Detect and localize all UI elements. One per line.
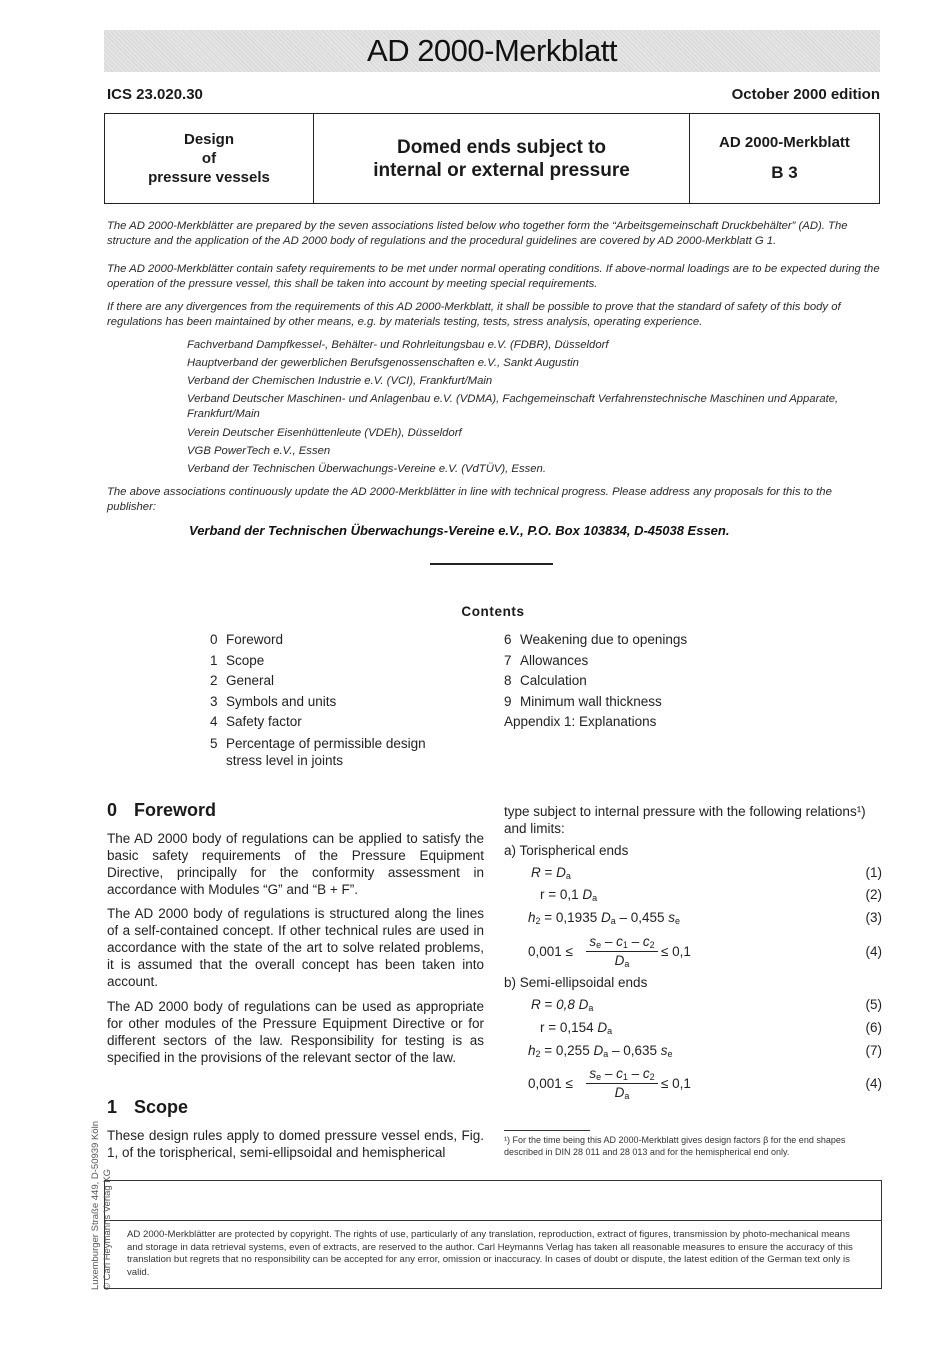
equation-row — [504, 934, 882, 970]
equation: R = 0,8 $D_a$ — [531, 997, 594, 1013]
copyright-box — [104, 1180, 882, 1289]
toc-item[interactable]: 0 Foreword — [210, 632, 284, 647]
equation-row — [504, 1020, 882, 1040]
intro-paragraph: The AD 2000-Merkblätter contain safety requirements to be met under normal operating conditions. If above-normal loadings are to be expected during the operation of the pressure vessel, this shall be taken into account by meeting special requirements. — [107, 263, 880, 290]
intro-paragraph: The AD 2000-Merkblätter are prepared by the seven associations listed below who together form the “Arbeitsgemeinschaft Druckbehälter” (AD). The structure and the application of the AD 2000 body of regulations and the procedural guidelines are covered by AD 2000-Merkblatt G 1. — [107, 220, 848, 247]
subsection-label: a) Torispherical ends — [504, 843, 629, 858]
header-subject-cell — [314, 114, 690, 203]
association-item: Verband Deutscher Maschinen- und Anlagenbau e.V. (VDMA), Fachgemeinschaft Verfahrenstechnische Maschinen und Apparate, Frankfurt/Main — [187, 393, 839, 420]
equation-row — [504, 997, 882, 1017]
body-paragraph: type subject to internal pressure with the following relations¹) and limits: — [504, 804, 866, 836]
equation: r = 0,1 $D_a$ — [540, 887, 598, 903]
header-code-cell — [690, 114, 879, 203]
equation-bound: ≤ 0,1 — [661, 944, 691, 959]
equation-row — [504, 865, 882, 885]
category-line: pressure vessels — [148, 169, 270, 186]
toc-item[interactable]: 4 Safety factor — [210, 714, 302, 729]
intro-paragraph: If there are any divergences from the requirements of this AD 2000-Merkblatt, it shall be possible to prove that the standard of safety of this body of regulations has been maintained by other means, e.g. by materials testing, tests, stress analysis, operating experience. — [107, 301, 841, 328]
category-line: Design — [183, 131, 234, 148]
edition-date: October 2000 edition — [731, 86, 880, 103]
association-item: VGB PowerTech e.V., Essen — [187, 445, 331, 457]
association-item: Verband der Technischen Überwachungs-Vereine e.V. (VdTÜV), Essen. — [187, 463, 546, 475]
toc-item[interactable]: 5 Percentage of permissible design stress level in joints — [210, 735, 426, 768]
toc-item[interactable]: 3 Symbols and units — [210, 693, 337, 709]
equation: r = 0,154 $D_a$ — [540, 1020, 613, 1036]
code-number: B 3 — [771, 163, 798, 182]
association-item: Fachverband Dampfkessel-, Behälter- und Rohrleitungsbau e.V. (FDBR), Düsseldorf — [187, 339, 609, 351]
ics-code: ICS 23.020.30 — [107, 86, 203, 103]
contents-list-right — [504, 630, 804, 733]
equation-number: (5) — [865, 997, 882, 1012]
association-item: Verein Deutscher Eisenhüttenleute (VDEh), Düsseldorf — [187, 427, 462, 439]
toc-item[interactable]: 9 Minimum wall thickness — [504, 693, 662, 709]
header-box — [104, 113, 880, 204]
equation-row — [504, 910, 882, 930]
toc-item[interactable]: 8 Calculation — [504, 673, 587, 688]
subsection-label: b) Semi-ellipsoidal ends — [504, 975, 648, 990]
footnote-rule — [504, 1130, 590, 1131]
equation-number: (4) — [865, 1076, 882, 1091]
body-paragraph: The AD 2000 body of regulations is structured along the lines of a self-contained concept. If other technical rules are used in accordance with the state of the art to solve related problems, it is assumed that the overall concept has been taken into account. — [107, 906, 484, 989]
equation-bound: 0,001 ≤ — [528, 1076, 573, 1091]
section-divider — [430, 563, 553, 565]
toc-item[interactable]: 7 Allowances — [504, 652, 589, 668]
equation-bound: 0,001 ≤ — [528, 944, 573, 959]
sidebar-line: © Carl Heymanns Verlag KG — [102, 1168, 113, 1290]
section-heading-scope: 1 Scope — [107, 1097, 189, 1117]
toc-item[interactable]: 6 Weakening due to openings — [504, 632, 688, 647]
equation-number: (2) — [865, 887, 882, 902]
equation-row — [504, 1043, 882, 1063]
body-paragraph: These design rules apply to domed pressure vessel ends, Fig. 1, of the torispherical, semi-ellipsoidal and hemispherical — [107, 1128, 484, 1160]
document-title: AD 2000-Merkblatt — [367, 33, 617, 68]
subject-line: internal or external pressure — [373, 159, 630, 181]
equation: $R = D_a$ — [531, 865, 571, 881]
toc-item[interactable]: Appendix 1: Explanations — [504, 714, 657, 729]
toc-item[interactable]: 2 General — [210, 673, 275, 688]
equation-row — [504, 887, 882, 907]
equation: $h_2 = 0,255$ $D_a - 0,635$ $s_e$ — [528, 1043, 673, 1059]
toc-item[interactable]: 1 Scope — [210, 652, 265, 668]
association-item: Verband der Chemischen Industrie e.V. (VCI), Frankfurt/Main — [187, 375, 493, 387]
association-item: Hauptverband der gewerblichen Berufsgenossenschaften e.V., Sankt Augustin — [187, 357, 579, 369]
publisher-sidebar — [90, 1050, 120, 1290]
publisher-address: Verband der Technischen Überwachungs-Vereine e.V., P.O. Box 103834, D-45038 Essen. — [189, 523, 730, 538]
equation-fraction: $\frac{s_e - c_1 - c_2}{D_a}$ — [586, 934, 658, 969]
title-band — [104, 30, 880, 72]
contents-list-left — [210, 630, 460, 770]
category-line: of — [201, 150, 217, 167]
footnote: ¹) For the time being this AD 2000-Merkblatt gives design factors β for the end shapes described in DIN 28 011 and 28 013 and for the hemispherical end only. — [504, 1135, 846, 1157]
code-title: AD 2000-Merkblatt — [719, 134, 850, 151]
body-paragraph: The AD 2000 body of regulations can be applied to satisfy the basic safety requirements of the Pressure Equipment Directive, principally for the conformity assessment in accordance with Modules “G” and “B + F”. — [107, 831, 484, 897]
equation-row — [504, 1066, 882, 1102]
equation-bound: ≤ 0,1 — [661, 1076, 691, 1091]
copyright-notice: AD 2000-Merkblätter are protected by copyright. The rights of use, particularly of any translation, reproduction, extract of figures, transmission by photo-mechanical means and storage in data retrieval systems, even of extracts, are reserved to the author. Carl Heymanns Verlag has taken all reasonable measures to ensure the accuracy of this translation but regrets that no responsibility can be accepted for any error, omission or inaccuracy. In cases of doubt or dispute, the latest edition of the German text only is valid. — [105, 1220, 881, 1288]
section-heading-foreword: 0 Foreword — [107, 800, 217, 820]
intro-paragraph: The above associations continuously update the AD 2000-Merkblätter in line with technical progress. Please address any proposals for this to the publisher: — [107, 486, 832, 513]
equation-number: (1) — [865, 865, 882, 880]
equation-number: (4) — [865, 944, 882, 959]
sidebar-line: Luxemburger Straße 449, D-50939 Köln — [90, 1121, 101, 1290]
equation-fraction: $\frac{s_e - c_1 - c_2}{D_a}$ — [586, 1066, 658, 1101]
body-paragraph: The AD 2000 body of regulations can be used as appropriate for other modules of the Pressure Equipment Directive or for different sectors of the law. Responsibility for testing is as specified in the provisions of the relevant sector of the law. — [107, 999, 484, 1065]
equation-number: (3) — [865, 910, 882, 925]
header-category-cell — [105, 114, 314, 203]
equation: $h_2 = 0,1935$ $D_a - 0,455$ $s_e$ — [528, 910, 681, 926]
contents-title: Contents — [461, 604, 525, 619]
equation-number: (7) — [865, 1043, 882, 1058]
subject-line: Domed ends subject to — [396, 136, 607, 158]
equation-number: (6) — [865, 1020, 882, 1035]
